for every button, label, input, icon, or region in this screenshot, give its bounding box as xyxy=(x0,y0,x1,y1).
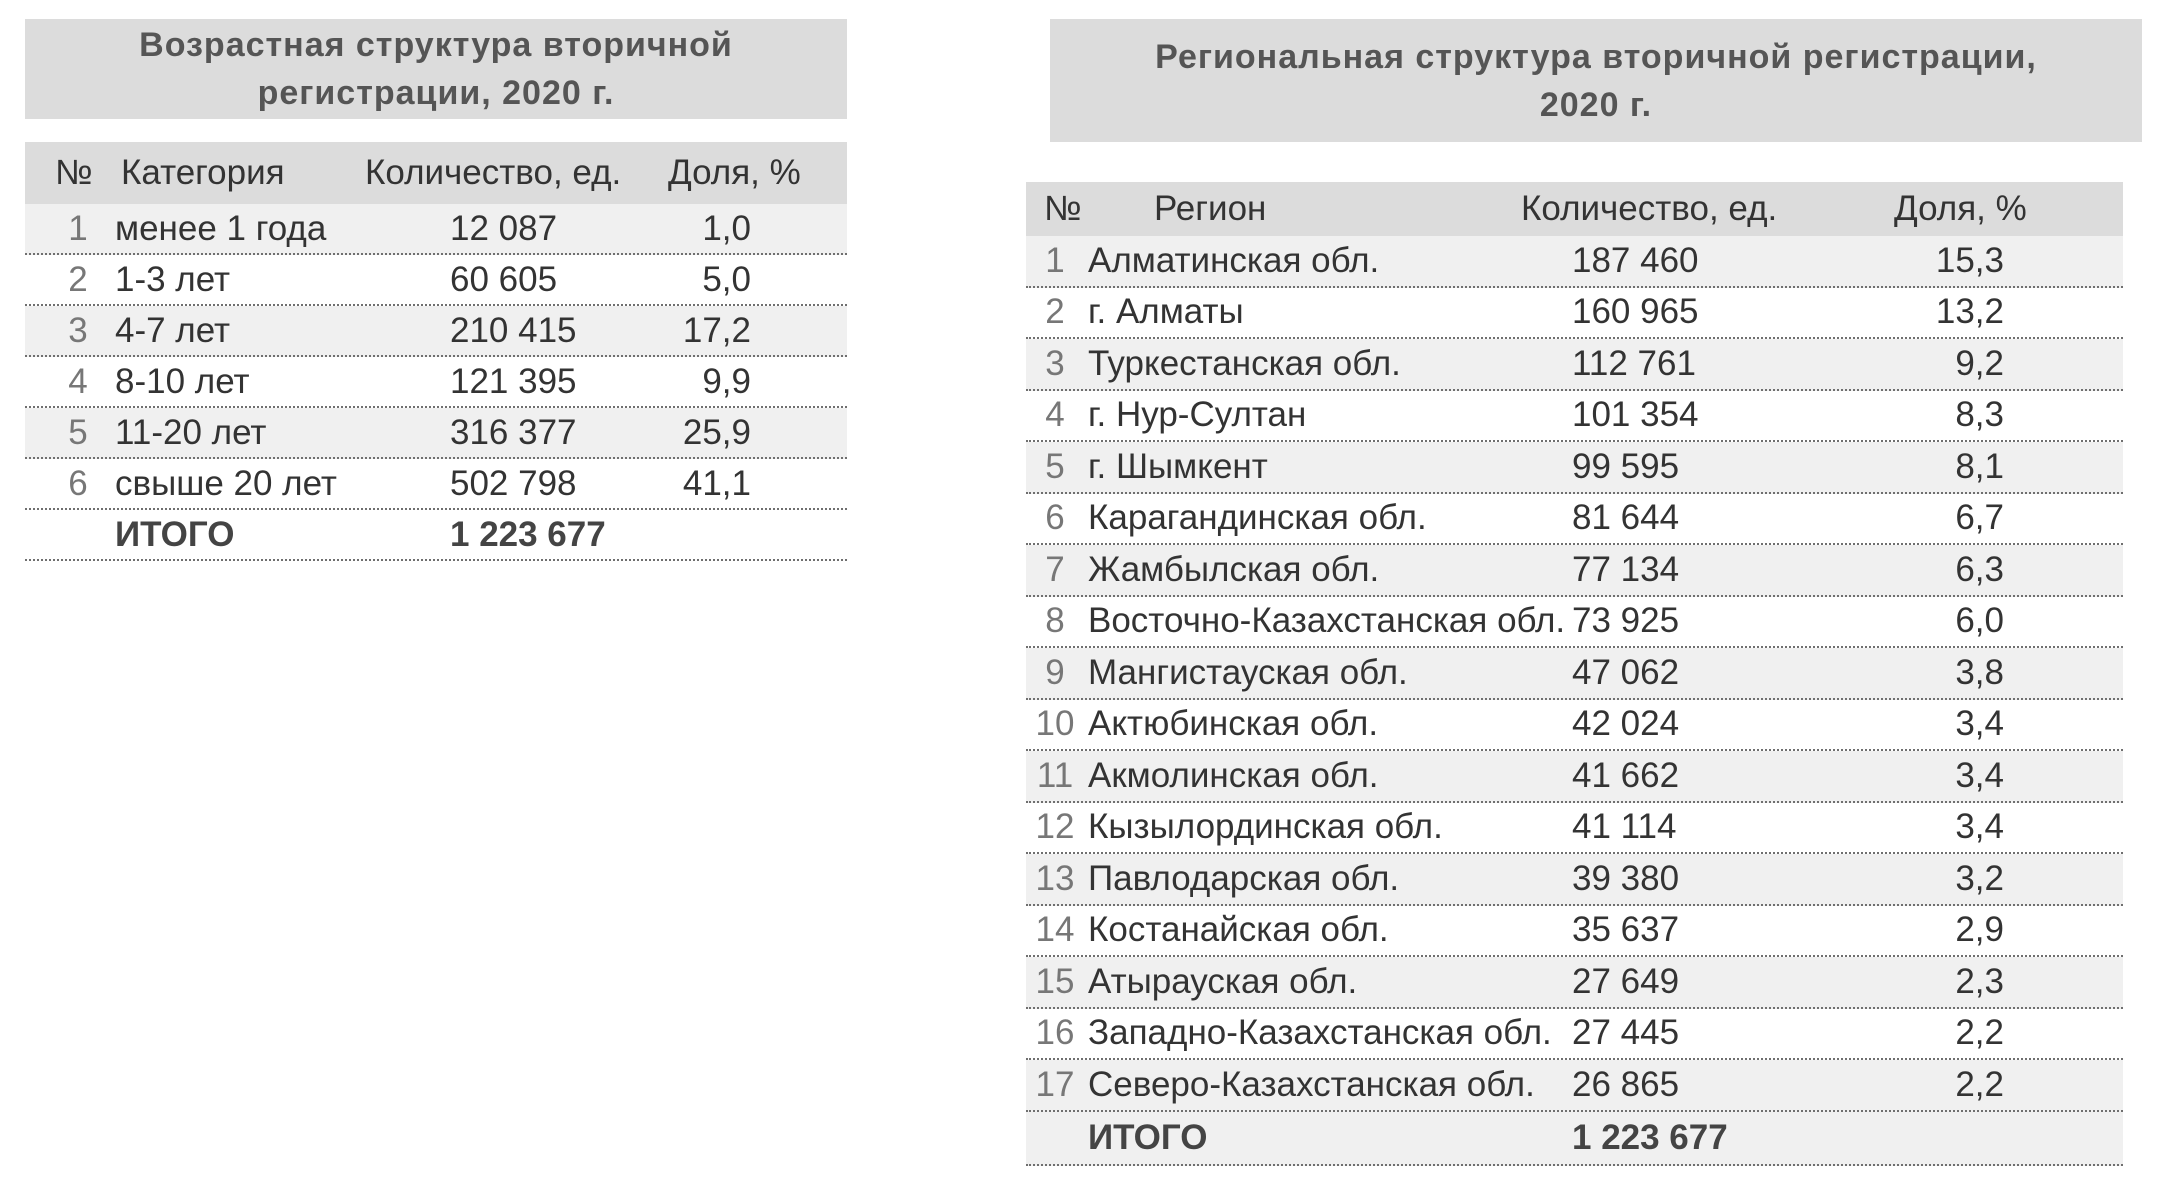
table-row xyxy=(1026,803,2123,855)
row-region-cell xyxy=(1088,236,1379,286)
table-row xyxy=(1026,700,2123,752)
table-row xyxy=(1026,957,2123,1009)
table-row xyxy=(1026,906,2123,958)
row-number: 4 xyxy=(1045,395,1065,435)
total-quantity: 1 223 677 xyxy=(450,514,606,554)
total-label: ИТОГО xyxy=(1088,1117,1208,1157)
row-share: 3,8 xyxy=(1955,652,2004,692)
row-region-cell xyxy=(1088,1009,1552,1059)
row-region: Туркестанская обл. xyxy=(1088,343,1401,383)
row-number: 3 xyxy=(68,310,88,350)
row-share: 3,4 xyxy=(1955,755,2004,795)
row-region-cell xyxy=(1088,751,1379,801)
row-quantity: 99 595 xyxy=(1572,446,1680,486)
row-number: 10 xyxy=(1035,704,1075,744)
row-category: 11-20 лет xyxy=(115,412,267,452)
header-category: Категория xyxy=(121,153,285,192)
row-number: 2 xyxy=(1045,292,1065,332)
row-quantity: 39 380 xyxy=(1572,858,1680,898)
row-region: Актюбинская обл. xyxy=(1088,704,1379,744)
row-share: 13,2 xyxy=(1935,292,2004,332)
row-quantity: 160 965 xyxy=(1572,292,1699,332)
table-row xyxy=(1026,391,2123,443)
row-quantity: 316 377 xyxy=(450,412,577,452)
row-number: 4 xyxy=(68,361,88,401)
region-structure-title xyxy=(1050,19,2142,142)
row-share: 15,3 xyxy=(1935,240,2004,280)
table-row xyxy=(1026,288,2123,340)
row-number: 11 xyxy=(1036,755,1074,795)
row-quantity: 42 024 xyxy=(1572,704,1680,744)
row-number: 12 xyxy=(1035,807,1075,847)
row-share: 6,0 xyxy=(1955,601,2004,641)
row-quantity: 77 134 xyxy=(1572,549,1680,589)
row-region-cell xyxy=(1088,854,1399,904)
table-row xyxy=(25,255,847,306)
age-title-line2: регистрации, 2020 г. xyxy=(257,74,615,112)
header-region: Регион xyxy=(1154,189,1267,228)
row-region-cell xyxy=(1088,597,1565,647)
region-title-line1: Региональная структура вторичной регистрации, xyxy=(1155,37,2037,76)
row-region: Карагандинская обл. xyxy=(1088,498,1427,538)
age-structure-title xyxy=(25,19,847,119)
row-region: Кызылординская обл. xyxy=(1088,807,1443,847)
header-share: Доля, % xyxy=(1894,189,2027,228)
row-region-cell xyxy=(1088,494,1427,544)
row-share: 8,3 xyxy=(1955,395,2004,435)
row-share: 6,7 xyxy=(1955,498,2004,538)
row-number: 6 xyxy=(1045,498,1065,538)
table-row xyxy=(25,204,847,255)
row-region-cell xyxy=(1088,288,1244,338)
total-quantity: 1 223 677 xyxy=(1572,1117,1728,1157)
row-category-cell xyxy=(115,408,266,457)
row-share: 3,4 xyxy=(1955,807,2004,847)
row-share: 8,1 xyxy=(1955,446,2004,486)
header-quantity: Количество, ед. xyxy=(365,153,622,192)
row-region: г. Нур-Султан xyxy=(1088,395,1307,435)
row-number: 3 xyxy=(1045,343,1065,383)
table-row xyxy=(1026,751,2123,803)
row-region: Жамбылская обл. xyxy=(1088,549,1380,589)
row-number: 15 xyxy=(1035,961,1075,1001)
row-share: 3,2 xyxy=(1955,858,2004,898)
row-region-cell xyxy=(1088,700,1378,750)
table-row xyxy=(25,306,847,357)
row-number: 8 xyxy=(1045,601,1065,641)
row-quantity: 41 114 xyxy=(1572,807,1677,847)
row-category: 8-10 лет xyxy=(115,361,250,401)
row-quantity: 187 460 xyxy=(1572,240,1699,280)
table-row xyxy=(1026,1060,2123,1112)
row-region-cell xyxy=(1088,391,1306,441)
row-number: 5 xyxy=(1045,446,1065,486)
row-category: 1-3 лет xyxy=(115,259,231,299)
row-region: Атырауская обл. xyxy=(1088,961,1358,1001)
row-category: 4-7 лет xyxy=(115,310,231,350)
row-quantity: 27 445 xyxy=(1572,1013,1680,1053)
row-share: 3,4 xyxy=(1955,704,2004,744)
row-share: 25,9 xyxy=(682,412,751,452)
row-quantity: 112 761 xyxy=(1572,343,1696,383)
table-row xyxy=(1026,494,2123,546)
age-title-line1: Возрастная структура вторичной xyxy=(139,26,733,64)
table-row xyxy=(1026,442,2123,494)
row-share: 2,9 xyxy=(1955,910,2004,950)
header-no: № xyxy=(55,153,93,192)
row-category-cell xyxy=(115,306,230,355)
row-quantity: 12 087 xyxy=(450,208,558,248)
row-share: 1,0 xyxy=(702,208,751,248)
row-quantity: 26 865 xyxy=(1572,1064,1680,1104)
row-share: 5,0 xyxy=(702,259,751,299)
row-region: Северо-Казахстанская обл. xyxy=(1088,1064,1535,1104)
row-region-cell xyxy=(1088,339,1401,389)
row-share: 6,3 xyxy=(1955,549,2004,589)
row-quantity: 41 662 xyxy=(1572,755,1680,795)
table-row xyxy=(1026,545,2123,597)
row-quantity: 121 395 xyxy=(450,361,577,401)
row-number: 2 xyxy=(68,259,88,299)
row-number: 7 xyxy=(1045,549,1065,589)
table-header xyxy=(25,142,847,204)
row-share: 41,1 xyxy=(682,463,751,503)
row-quantity: 73 925 xyxy=(1572,601,1680,641)
header-quantity: Количество, ед. xyxy=(1521,189,1778,228)
row-region: Акмолинская обл. xyxy=(1088,755,1379,795)
row-region-cell xyxy=(1088,906,1389,956)
row-number: 1 xyxy=(68,208,88,248)
row-number: 1 xyxy=(1045,240,1065,280)
age-structure-table xyxy=(25,142,847,561)
table-row xyxy=(1026,339,2123,391)
row-region-cell xyxy=(1088,442,1268,492)
row-category: менее 1 года xyxy=(115,208,327,248)
row-number: 13 xyxy=(1035,858,1075,898)
row-quantity: 101 354 xyxy=(1572,395,1699,435)
table-row xyxy=(25,408,847,459)
row-share: 17,2 xyxy=(682,310,751,350)
row-region-cell xyxy=(1088,1060,1535,1110)
table-row xyxy=(1026,648,2123,700)
table-row xyxy=(1026,854,2123,906)
row-quantity: 35 637 xyxy=(1572,910,1680,950)
row-region: г. Алматы xyxy=(1088,292,1244,332)
table-row xyxy=(25,357,847,408)
region-structure-table xyxy=(1026,182,2123,1166)
table-header xyxy=(1026,182,2123,236)
row-number: 14 xyxy=(1035,910,1075,950)
row-share: 2,3 xyxy=(1955,961,2004,1001)
table-row xyxy=(1026,597,2123,649)
row-region: Восточно-Казахстанская обл. xyxy=(1088,601,1566,641)
table-total-row xyxy=(1026,1112,2123,1166)
header-no: № xyxy=(1044,189,1082,228)
row-region: Павлодарская обл. xyxy=(1088,858,1400,898)
row-quantity: 81 644 xyxy=(1572,498,1680,538)
row-number: 16 xyxy=(1035,1013,1075,1053)
row-category-cell xyxy=(115,459,337,508)
row-region: Алматинская обл. xyxy=(1088,240,1380,280)
table-row xyxy=(25,459,847,510)
row-quantity: 47 062 xyxy=(1572,652,1680,692)
row-quantity: 27 649 xyxy=(1572,961,1680,1001)
row-category-cell xyxy=(115,204,326,253)
row-number: 17 xyxy=(1035,1064,1075,1104)
row-region-cell xyxy=(1088,545,1379,595)
row-share: 2,2 xyxy=(1955,1013,2004,1053)
row-quantity: 210 415 xyxy=(450,310,577,350)
table-row xyxy=(1026,236,2123,288)
row-category-cell xyxy=(115,357,250,406)
row-region: Западно-Казахстанская обл. xyxy=(1088,1013,1552,1053)
table-row xyxy=(1026,1009,2123,1061)
row-region: Костанайская обл. xyxy=(1088,910,1389,950)
region-title-line2: 2020 г. xyxy=(1539,85,1653,124)
row-quantity: 60 605 xyxy=(450,259,558,299)
row-region: г. Шымкент xyxy=(1088,446,1268,486)
row-category: свыше 20 лет xyxy=(115,463,337,503)
row-region-cell xyxy=(1088,957,1357,1007)
row-number: 9 xyxy=(1045,652,1065,692)
total-label: ИТОГО xyxy=(115,514,235,554)
table-total-row xyxy=(25,510,847,561)
row-share: 9,9 xyxy=(702,361,751,401)
row-region-cell xyxy=(1088,648,1408,698)
row-number: 5 xyxy=(68,412,88,452)
header-share: Доля, % xyxy=(668,153,801,192)
row-share: 2,2 xyxy=(1955,1064,2004,1104)
row-quantity: 502 798 xyxy=(450,463,577,503)
row-category-cell xyxy=(115,255,230,304)
row-region-cell xyxy=(1088,803,1443,853)
row-number: 6 xyxy=(68,463,88,503)
row-share: 9,2 xyxy=(1955,343,2004,383)
row-region: Мангистауская обл. xyxy=(1088,652,1408,692)
